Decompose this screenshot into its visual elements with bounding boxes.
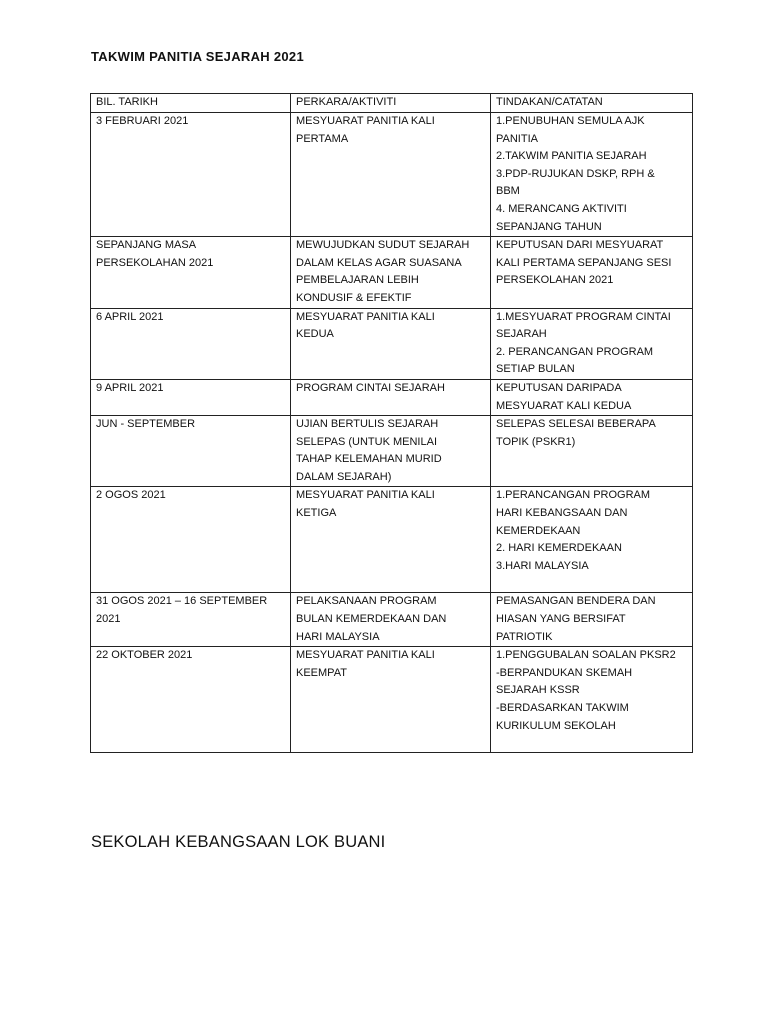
cell-text-line: SETIAP BULAN <box>496 363 575 376</box>
table-row <box>91 237 693 308</box>
cell-tarikh <box>91 237 291 308</box>
cell-text-line: BBM <box>496 185 520 198</box>
cell-text-line: 22 OKTOBER 2021 <box>96 649 193 662</box>
cell-text-line: SELEPAS SELESAI BEBERAPA <box>496 418 656 431</box>
header-perkara: PERKARA/AKTIVITI <box>291 94 491 113</box>
cell-text-line: MESYUARAT PANITIA KALI <box>296 489 435 502</box>
cell-text-line: KETIGA <box>296 507 337 520</box>
cell-perkara <box>291 647 491 753</box>
cell-text-line: SEJARAH <box>496 328 547 341</box>
table-row <box>91 308 693 379</box>
cell-text-line: -BERDASARKAN TAKWIM <box>496 702 629 715</box>
cell-text-line: SEJARAH KSSR <box>496 684 580 697</box>
cell-perkara <box>291 113 491 237</box>
cell-text-line: BULAN KEMERDEKAAN DAN <box>296 613 447 626</box>
cell-text-line: PERSEKOLAHAN 2021 <box>96 256 214 269</box>
cell-text-line: MEWUJUDKAN SUDUT SEJARAH <box>296 239 470 252</box>
cell-tindakan <box>491 308 693 379</box>
cell-text-line: TOPIK (PSKR1) <box>496 435 576 448</box>
cell-text-line: 1.PERANCANGAN PROGRAM <box>496 489 651 502</box>
cell-tarikh <box>91 416 291 487</box>
cell-text-line: -BERPANDUKAN SKEMAH <box>496 666 633 679</box>
table-row <box>91 379 693 415</box>
table-row <box>91 416 693 487</box>
cell-text-line: JUN - SEPTEMBER <box>96 418 196 431</box>
school-name: SEKOLAH KEBANGSAAN LOK BUANI <box>91 833 386 851</box>
table-row <box>91 113 693 237</box>
cell-text-line: 3.PDP-RUJUKAN DSKP, RPH & <box>496 167 655 180</box>
document-title: TAKWIM PANITIA SEJARAH 2021 <box>91 49 304 64</box>
cell-text-line: UJIAN BERTULIS SEJARAH <box>296 418 439 431</box>
cell-text-line: MESYUARAT PANITIA KALI <box>296 649 435 662</box>
cell-text-line: 4. MERANCANG AKTIVITI <box>496 202 627 215</box>
cell-tindakan <box>491 379 693 415</box>
cell-text-line: KEEMPAT <box>296 666 347 679</box>
cell-perkara <box>291 487 491 593</box>
cell-text-line: 3.HARI MALAYSIA <box>496 559 589 572</box>
cell-text-line: PERSEKOLAHAN 2021 <box>496 274 614 287</box>
cell-tarikh <box>91 593 291 647</box>
cell-perkara <box>291 593 491 647</box>
cell-text-line: SEPANJANG TAHUN <box>496 220 602 233</box>
cell-text-line: 31 OGOS 2021 – 16 SEPTEMBER <box>96 595 268 608</box>
cell-text-line: PATRIOTIK <box>496 630 553 643</box>
table-body <box>91 113 693 753</box>
cell-text-line: 1.PENUBUHAN SEMULA AJK <box>496 115 645 127</box>
cell-perkara <box>291 416 491 487</box>
cell-tindakan <box>491 593 693 647</box>
cell-tindakan <box>491 237 693 308</box>
cell-text-line: 2. PERANCANGAN PROGRAM <box>496 345 654 358</box>
cell-text-line: MESYUARAT PANITIA KALI <box>296 310 435 323</box>
cell-text-line: PERTAMA <box>296 132 349 145</box>
cell-text-line: PROGRAM CINTAI SEJARAH <box>296 381 445 394</box>
cell-tindakan <box>491 487 693 593</box>
cell-text-line: HIASAN YANG BERSIFAT <box>496 613 626 626</box>
cell-text-line: KEDUA <box>296 328 334 341</box>
cell-text-line: 1.MESYUARAT PROGRAM CINTAI <box>496 310 671 323</box>
cell-perkara <box>291 237 491 308</box>
table-header-row <box>91 94 693 113</box>
takwim-table <box>90 93 693 753</box>
cell-tarikh <box>91 308 291 379</box>
cell-text-line: TAHAP KELEMAHAN MURID <box>296 453 442 466</box>
cell-text-line: KURIKULUM SEKOLAH <box>496 719 616 732</box>
cell-text-line: 2.TAKWIM PANITIA SEJARAH <box>496 150 647 163</box>
header-tindakan: TINDAKAN/CATATAN <box>491 94 693 113</box>
cell-text-line: DALAM KELAS AGAR SUASANA <box>296 256 462 269</box>
cell-text-line: 2. HARI KEMERDEKAAN <box>496 542 622 555</box>
cell-text-line: KONDUSIF & EFEKTIF <box>296 291 412 304</box>
cell-text-line: HARI KEBANGSAAN DAN <box>496 507 628 520</box>
cell-text-line: 2 OGOS 2021 <box>96 489 166 502</box>
cell-tarikh <box>91 487 291 593</box>
cell-tarikh <box>91 113 291 237</box>
cell-perkara <box>291 308 491 379</box>
table-row <box>91 593 693 647</box>
cell-perkara <box>291 379 491 415</box>
cell-text-line: 2021 <box>96 613 121 626</box>
cell-tindakan <box>491 416 693 487</box>
cell-text-line: PEMASANGAN BENDERA DAN <box>496 595 656 608</box>
cell-text-line: DALAM SEJARAH) <box>296 470 392 483</box>
cell-text-line: PELAKSANAAN PROGRAM <box>296 595 437 608</box>
cell-text-line: SEPANJANG MASA <box>96 239 197 252</box>
table-row <box>91 487 693 593</box>
cell-tarikh <box>91 379 291 415</box>
cell-text-line: MESYUARAT KALI KEDUA <box>496 399 632 412</box>
cell-text-line: HARI MALAYSIA <box>296 630 380 643</box>
cell-text-line: PEMBELAJARAN LEBIH <box>296 274 419 287</box>
cell-text-line: 9 APRIL 2021 <box>96 381 164 394</box>
cell-text-line: KEPUTUSAN DARIPADA <box>496 381 622 394</box>
cell-text-line: 3 FEBRUARI 2021 <box>96 115 189 127</box>
table-row <box>91 647 693 753</box>
cell-tindakan <box>491 113 693 237</box>
cell-text-line: KEMERDEKAAN <box>496 524 581 537</box>
cell-text-line: KEPUTUSAN DARI MESYUARAT <box>496 239 664 252</box>
cell-tindakan <box>491 647 693 753</box>
cell-text-line: 1.PENGGUBALAN SOALAN PKSR2 <box>496 649 676 662</box>
cell-text-line: 6 APRIL 2021 <box>96 310 164 323</box>
cell-text-line: SELEPAS (UNTUK MENILAI <box>296 435 437 448</box>
cell-text-line: KALI PERTAMA SEPANJANG SESI <box>496 256 672 269</box>
header-tarikh: BIL. TARIKH <box>91 94 291 113</box>
cell-text-line: PANITIA <box>496 132 538 145</box>
cell-text-line: MESYUARAT PANITIA KALI <box>296 115 435 127</box>
cell-tarikh <box>91 647 291 753</box>
